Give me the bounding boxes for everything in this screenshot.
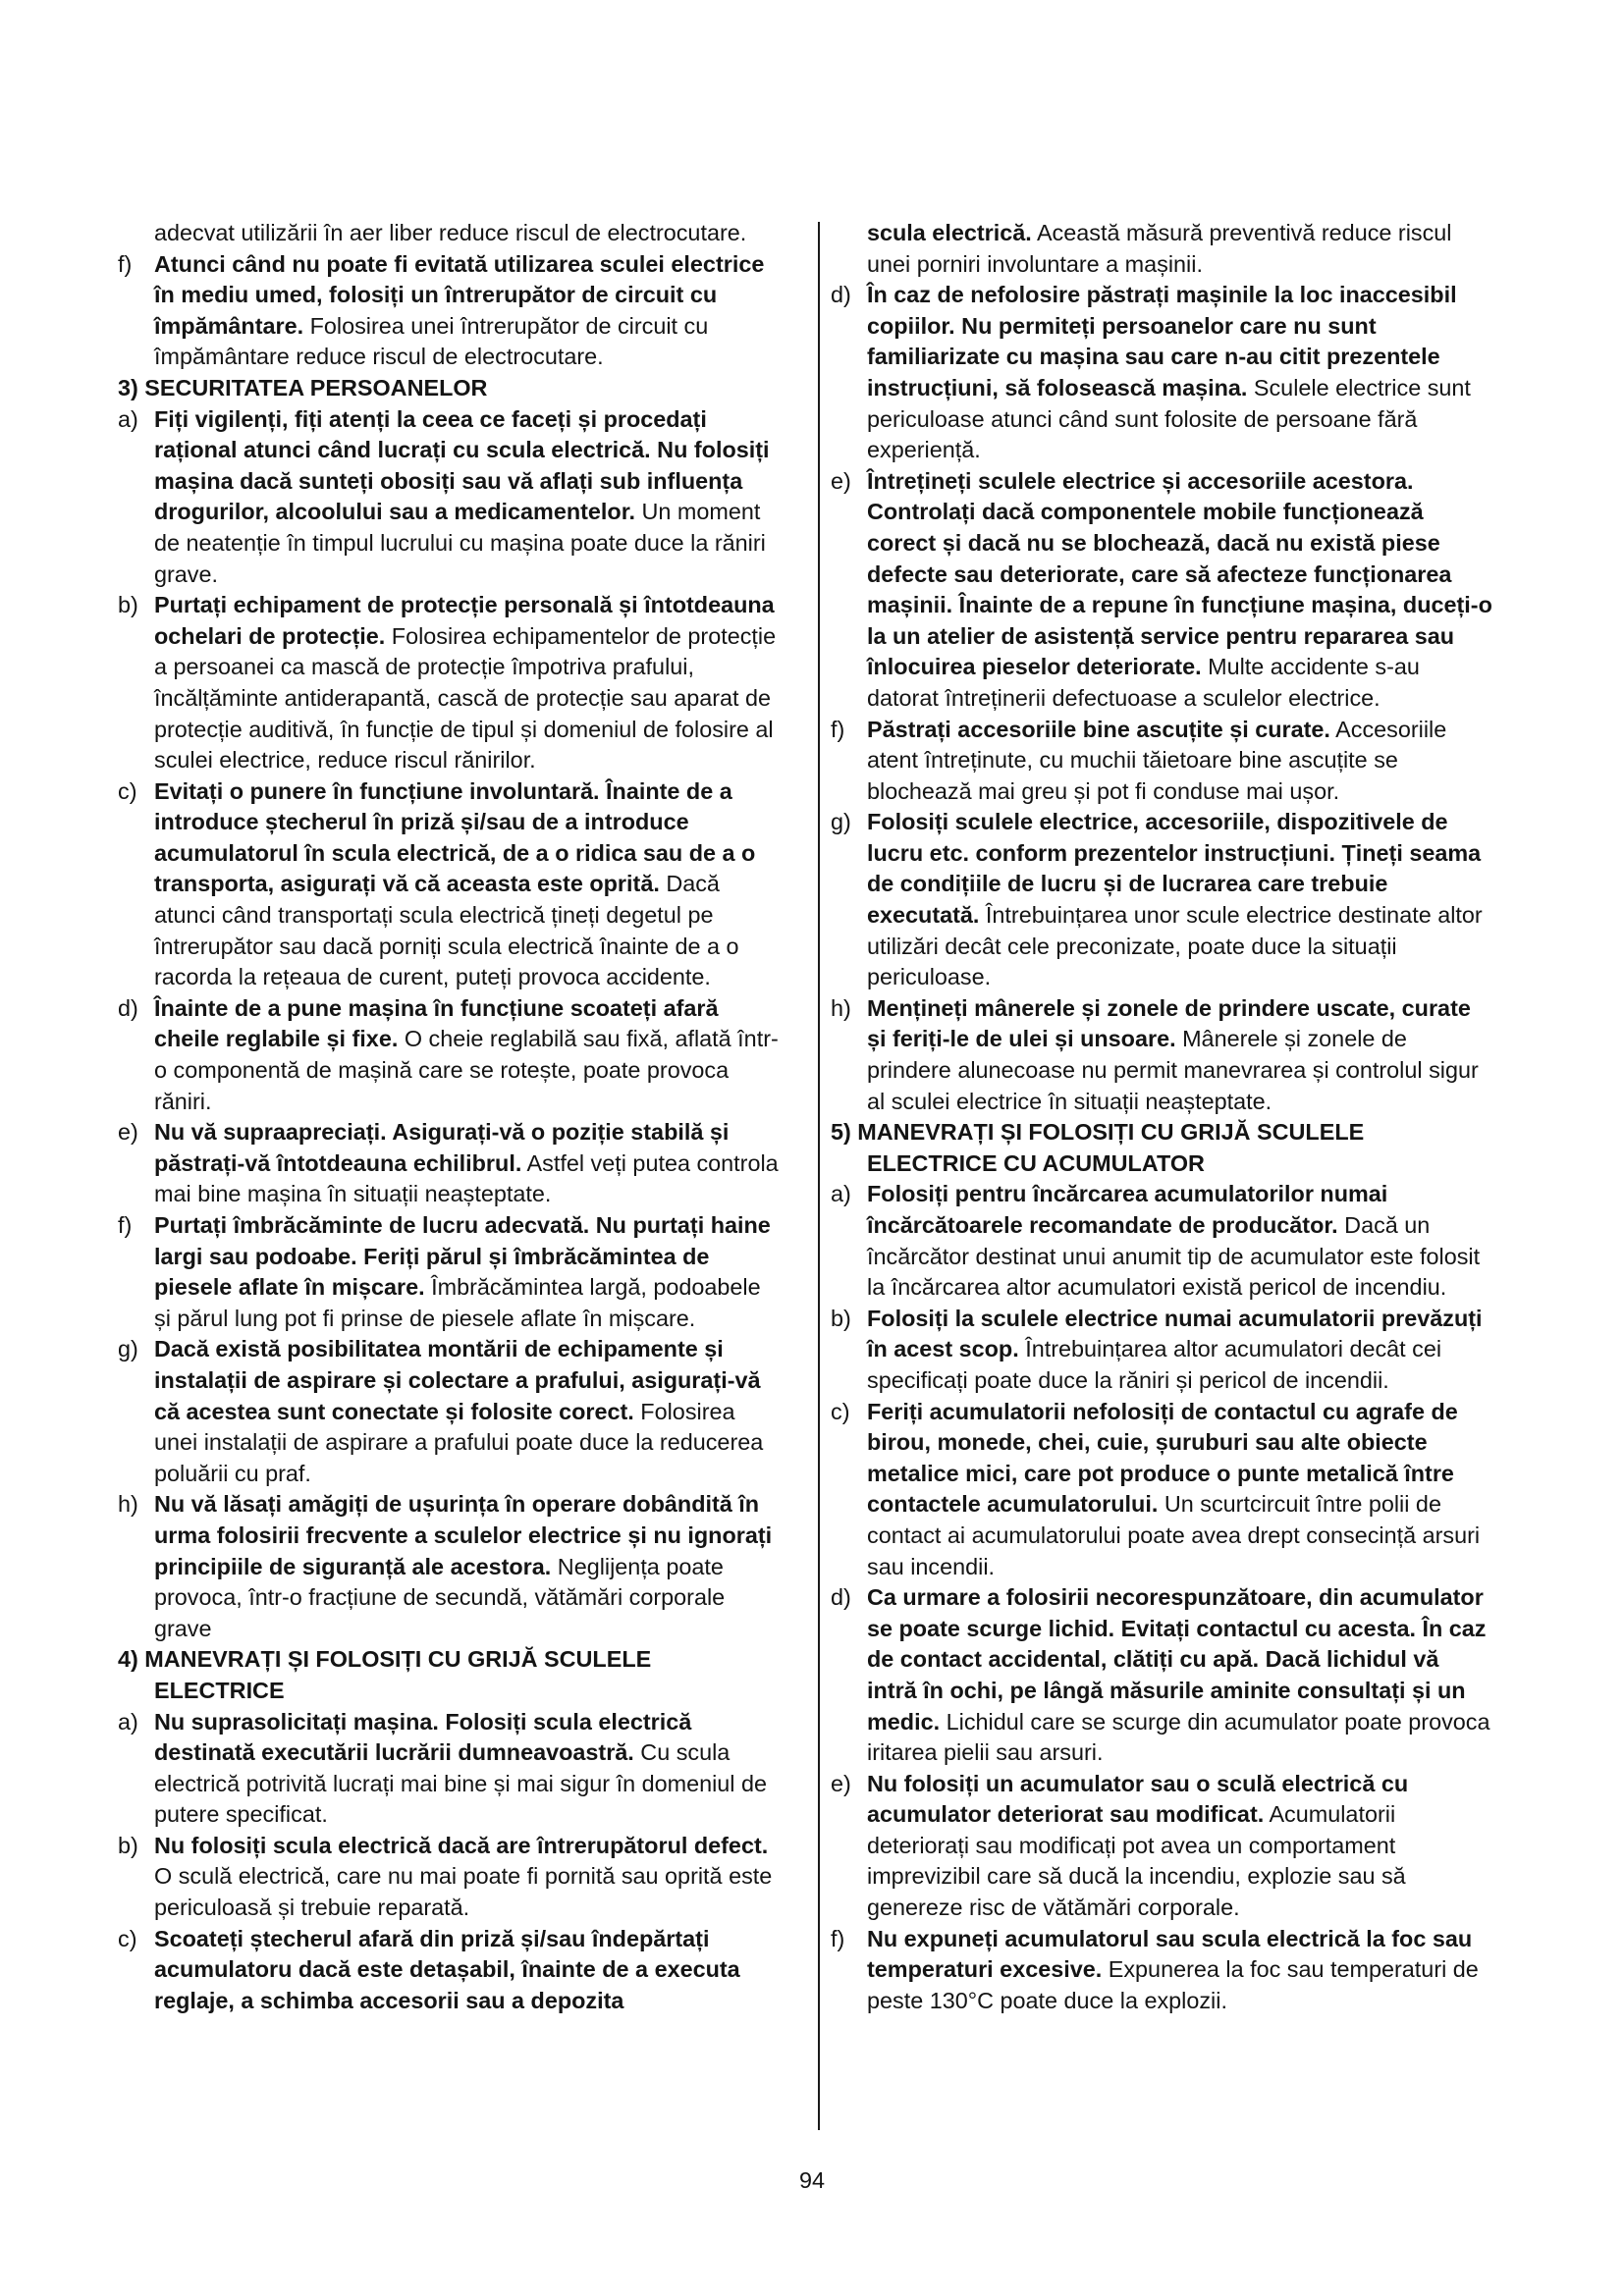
item-bold-text: Nu vă supraapreciați. Asigurați-vă o poziție stabilă și păstrați-vă întotdeauna echilibrul. xyxy=(154,1119,730,1176)
section-heading-3: 3) SECURITATEA PERSOANELOR xyxy=(118,374,488,400)
item-text: Expunerea la foc sau temperaturi de peste 130°C poate duce la explozii. xyxy=(867,1956,1479,2013)
list-item-g xyxy=(831,807,1494,993)
item-text: Această măsură preventivă reduce riscul unei porniri involuntare a mașinii. xyxy=(867,220,1452,277)
item-marker: a) xyxy=(118,405,138,432)
item-marker: h) xyxy=(118,1491,138,1518)
list-item-f xyxy=(118,249,782,373)
item-bold-text: Fiți vigilenți, fiți atenți la ceea ce faceți și procedați rațional atunci când lucrați cu scula electrică. Nu folosiți mașina dacă sunteți obosiți sau vă aflați sub influența drogurilor, alcoolului sau a medicamentelor. xyxy=(154,405,770,525)
item-text: O sculă electrică, care nu mai poate fi pornită sau oprită este periculoasă și trebuie reparată. xyxy=(154,1863,773,1921)
item-marker: d) xyxy=(831,282,851,308)
item-text: Dacă un încărcător destinat unui anumit tip de acumulator este folosit la încărcarea altor acumulatori există pericol de incendiu. xyxy=(867,1212,1481,1301)
item-bold-text: Păstrați accesoriile bine ascuțite și curate. xyxy=(867,716,1330,742)
list-item-a5 xyxy=(831,1179,1494,1303)
item-marker: d) xyxy=(118,994,138,1021)
list-item-g xyxy=(118,1334,782,1489)
item-text: O cheie reglabilă sau fixă, aflată într-o componentă de mașină care se rotește, poate provoca răniri. xyxy=(154,1026,779,1114)
item-marker: f) xyxy=(118,1212,133,1238)
item-bold-text: Folosiți sculele electrice, accesoriile, dispozitivele de lucru etc. conform prezentelor instrucțiuni. Țineți seama de condițiile de lucru și de lucrarea care trebuie executată. xyxy=(867,809,1482,929)
list-item-f xyxy=(831,715,1494,808)
item-text: Multe accidente s-au datorat întreținerii defectuoase a sculelor electrice. xyxy=(867,654,1420,711)
item-bold-text: Nu folosiți un acumulator sau o sculă electrică cu acumulator deteriorat sau modificat. xyxy=(867,1770,1409,1828)
item-marker: e) xyxy=(831,467,851,494)
item-bold-text: Scoateți ștecherul afară din priză și/sau îndepărtați acumulatoru dacă este detașabil, înainte de a executa reglaje, a schimba accesorii sau a depozita xyxy=(154,1925,740,2013)
list-item-e xyxy=(831,466,1494,715)
list-item-c4 xyxy=(118,1924,782,2017)
item-bold-text: Purtați îmbrăcăminte de lucru adecvată. Nu purtați haine largi sau podoabe. Feriți părul și îmbrăcămintea de piesele aflate în mișcare. xyxy=(154,1212,771,1301)
item-bold-text: Folosiți la sculele electrice numai acumulatorii prevăzuți în acest scop. xyxy=(867,1305,1483,1362)
list-item-a4 xyxy=(118,1707,782,1831)
left-column xyxy=(118,218,782,2016)
item-text: Mânerele și zonele de prindere alunecoase nu permit manevrarea și controlul sigur al sculei electrice în situații neașteptate. xyxy=(867,1026,1479,1114)
list-item-c5 xyxy=(831,1397,1494,1583)
item-marker: b) xyxy=(831,1305,851,1331)
item-marker: a) xyxy=(831,1181,851,1207)
item-text: Folosirea echipamentelor de protecție a persoanei ca mască de protecție împotriva prafului, încălțăminte antiderapantă, cască de protecție sau aparat de protecție auditivă, în funcție de tipul și domeniul de folosire al sculei electrice, reduce riscul rănirilor. xyxy=(154,622,777,774)
list-item-b xyxy=(118,590,782,776)
item-bold-text: scula electrică. xyxy=(867,220,1032,245)
section-heading-4: 4) MANEVRAȚI ȘI FOLOSIȚI CU GRIJĂ SCULELE xyxy=(118,1646,652,1673)
item-text: Acumulatorii deteriorați sau modificați pot avea un comportament imprevizibil care să ducă la incendiu, explozie sau să genereze risc de vătămări corporale. xyxy=(867,1801,1406,1921)
right-column xyxy=(831,218,1494,2016)
item-marker: h) xyxy=(831,994,851,1021)
section-heading-5-cont: ELECTRICE CU ACUMULATOR xyxy=(867,1149,1205,1176)
list-item-f5 xyxy=(831,1924,1494,2017)
list-item-c xyxy=(118,776,782,993)
section-heading-5: 5) MANEVRAȚI ȘI FOLOSIȚI CU GRIJĂ SCULELE xyxy=(831,1119,1365,1146)
list-item-h xyxy=(118,1489,782,1644)
item-marker: c) xyxy=(831,1398,850,1424)
item-text: Astfel veți putea controla mai bine mașina în situații neașteptate. xyxy=(154,1149,779,1207)
item-text: Sculele electrice sunt periculoase atunci când sunt folosite de persoane fără experiență. xyxy=(867,374,1471,463)
page-number: 94 xyxy=(798,2167,826,2193)
item-bold-text: În caz de nefolosire păstrați mașinile la loc inaccesibil copiilor. Nu permiteți persoanelor care nu sunt familiarizate cu mașina sau care n-au citit prezentele instrucțiuni, să folosească mașina. xyxy=(867,282,1457,400)
item-bold-text: Folosiți pentru încărcarea acumulatorilor numai încărcătoarele recomandate de producător. xyxy=(867,1181,1388,1238)
item-marker: g) xyxy=(118,1336,138,1362)
item-bold-text: Atunci când nu poate fi evitată utilizarea sculei electrice în mediu umed, folosiți un întrerupător de circuit cu împământare. xyxy=(154,250,765,339)
item-bold-text: Dacă există posibilitatea montării de echipamente și instalații de aspirare și colectare a prafului, asigurați-vă că acestea sunt conectate și folosite corect. xyxy=(154,1336,761,1424)
item-marker: d) xyxy=(831,1584,851,1611)
list-item-h xyxy=(831,993,1494,1117)
list-item-e5 xyxy=(831,1769,1494,1924)
item-marker: c) xyxy=(118,1925,137,1951)
item-text: Întrebuințarea unor scule electrice destinate altor utilizări decât cele preconizate, poate duce la situații periculoase. xyxy=(867,902,1483,990)
list-item-f2 xyxy=(118,1210,782,1334)
item-marker: a) xyxy=(118,1708,138,1735)
item-marker: c) xyxy=(118,777,137,804)
item-text: Întrebuințarea altor acumulatori decât cei specificați poate duce la răniri și pericol de incendii. xyxy=(867,1336,1442,1393)
item-marker: b) xyxy=(118,1832,138,1858)
item-text: Îmbrăcămintea largă, podoabele și părul lung pot fi prinse de piesele aflate în mișcare. xyxy=(154,1274,761,1331)
item-bold-text: Întrețineți sculele electrice și accesoriile acestora. Controlați dacă componentele mobile funcționează corect și dacă nu se blochează, dacă nu există piese defecte sau deteriorate, care să afecteze funcționarea mașinii. Înainte de a repune în funcțiune mașina, duceți-o la un atelier de asistență service pentru repararea sau înlocuirea pieselor deteriorate. xyxy=(867,467,1492,680)
item-bold-text: Feriți acumulatorii nefolosiți de contactul cu agrafe de birou, monede, chei, cuie, șuruburi sau alte obiecte metalice mici, care pot produce o punte metalică între contactele acumulatorului. xyxy=(867,1398,1458,1518)
item-text: Lichidul care se scurge din acumulator poate provoca iritarea pielii sau arsuri. xyxy=(867,1708,1490,1766)
item-bold-text: Purtați echipament de protecție personală și întotdeauna ochelari de protecție. xyxy=(154,592,775,649)
item-text: Accesoriile atent întreținute, cu muchii tăietoare bine ascuțite se blochează mai greu și pot fi conduse mai ușor. xyxy=(867,716,1447,804)
continued-text: adecvat utilizării în aer liber reduce riscul de electrocutare. xyxy=(154,220,747,245)
item-bold-text: Ca urmare a folosirii necorespunzătoare, din acumulator se poate scurge lichid. Evitați contactul cu acesta. În caz de contact accidental, clătiți cu apă. Dacă lichidul vă intră în ochi, pe lângă măsurile aminite consultați și un medic. xyxy=(867,1584,1487,1735)
item-text: Cu scula electrică potrivită lucrați mai bine și mai sigur în domeniul de putere specificat. xyxy=(154,1739,768,1828)
item-bold-text: Evitați o punere în funcțiune involuntară. Înainte de a introduce ștecherul în priză și/sau de a introduce acumulatorul în scula electrică, de a o ridica sau de a o transporta, asigurați vă că aceasta este oprită. xyxy=(154,777,756,897)
item-text: Dacă atunci când transportați scula electrică țineți degetul pe întrerupător sau dacă porniți scula electrică înainte de a o racorda la rețeaua de curent, puteți provoca accidente. xyxy=(154,871,739,990)
item-marker: f) xyxy=(831,1925,845,1951)
item-bold-text: Nu vă lăsați amăgiți de ușurința în operare dobândită în urma folosirii frecvente a sculelor electrice și nu ignorați principiile de siguranță ale acestora. xyxy=(154,1491,773,1579)
list-item-b4 xyxy=(118,1831,782,1924)
item-text: Neglijența poate provoca, într-o fracțiune de secundă, vătămări corporale grave xyxy=(154,1553,726,1641)
item-bold-text: Nu folosiți scula electrică dacă are întrerupătorul defect. xyxy=(154,1832,769,1858)
item-marker: f) xyxy=(831,716,845,742)
item-marker: b) xyxy=(118,592,138,618)
item-marker: f) xyxy=(118,250,133,277)
item-text: Un moment de neatenție în timpul lucrului cu mașina poate duce la răniri grave. xyxy=(154,499,766,587)
section-heading-4-cont: ELECTRICE xyxy=(154,1677,285,1703)
item-marker: g) xyxy=(831,809,851,835)
list-item-d xyxy=(831,280,1494,466)
item-text: Folosirea unei instalații de aspirare a prafului poate duce la reducerea poluării cu praf. xyxy=(154,1398,764,1486)
list-item-a xyxy=(118,404,782,591)
item-bold-text: Nu expuneți acumulatorul sau scula electrică la foc sau temperaturi excesive. xyxy=(867,1925,1473,1983)
list-item-d xyxy=(118,993,782,1117)
item-bold-text: Nu suprasolicitați mașina. Folosiți scula electrică destinată executării lucrării dumneavoastră. xyxy=(154,1708,692,1766)
item-bold-text: Mențineți mânerele și zonele de prindere uscate, curate și feriți-le de ulei și unsoare. xyxy=(867,994,1471,1052)
column-divider xyxy=(818,222,820,2130)
item-marker: e) xyxy=(831,1770,851,1796)
list-item-b5 xyxy=(831,1304,1494,1397)
item-bold-text: Înainte de a pune mașina în funcțiune scoateți afară cheile reglabile și fixe. xyxy=(154,994,719,1052)
list-item-e xyxy=(118,1117,782,1210)
list-item-d5 xyxy=(831,1582,1494,1769)
continued-text xyxy=(831,218,1494,280)
item-text: Un scurtcircuit între polii de contact ai acumulatorului poate avea drept consecință arsuri sau incendii. xyxy=(867,1491,1481,1579)
item-marker: e) xyxy=(118,1119,138,1146)
item-text: Folosirea unei întrerupător de circuit cu împământare reduce riscul de electrocutare. xyxy=(154,312,709,370)
